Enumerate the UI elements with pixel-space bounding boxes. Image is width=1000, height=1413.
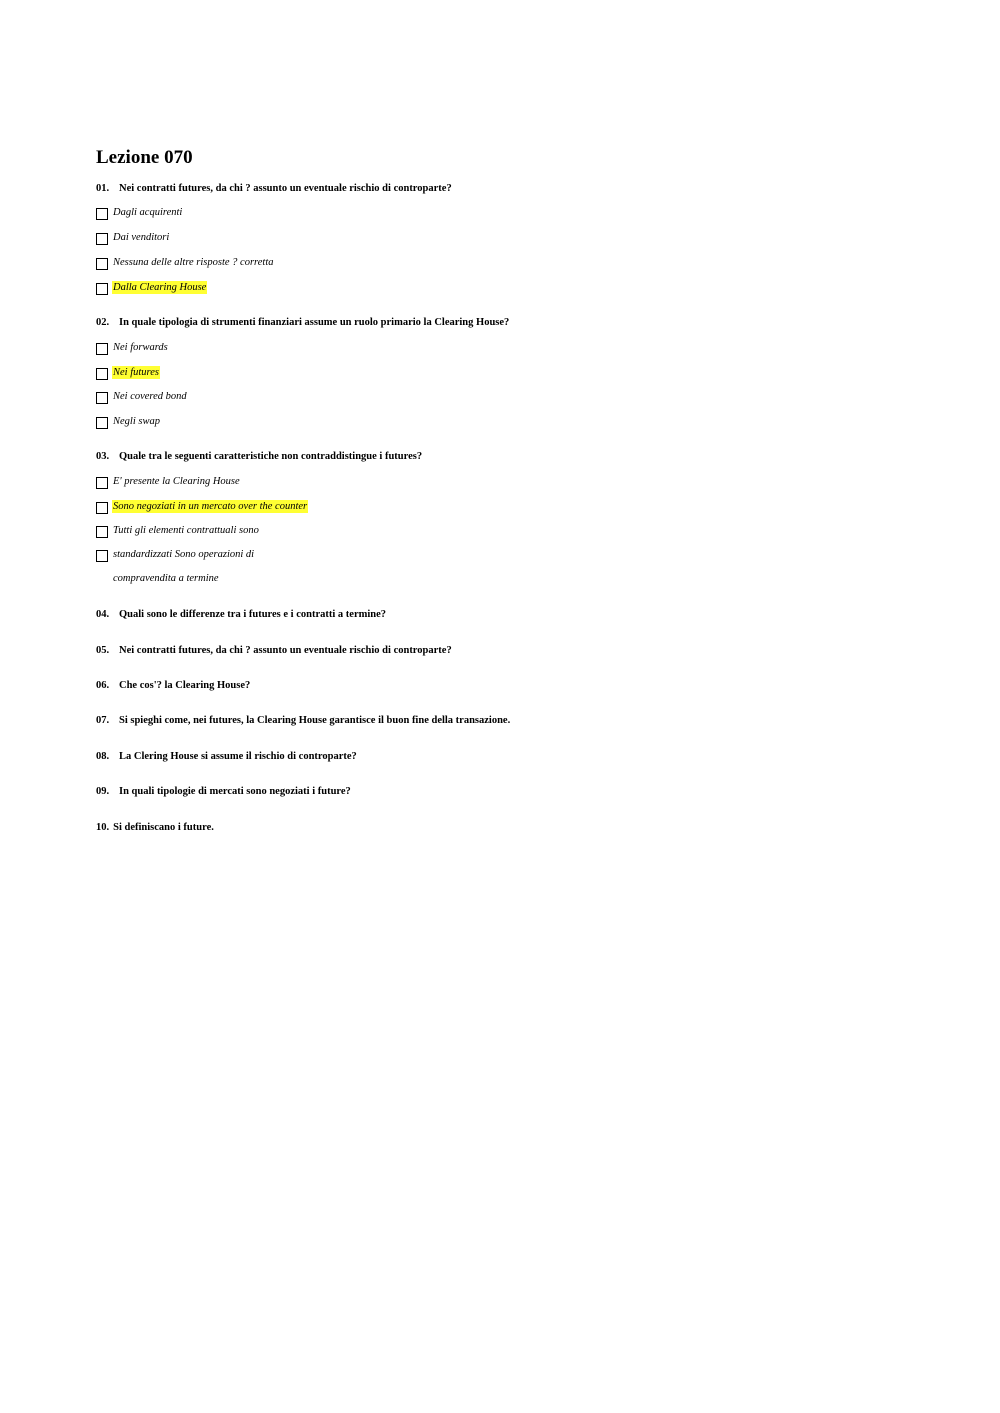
option-q01-a[interactable] [96, 204, 183, 220]
question-number: 07. [96, 715, 110, 726]
question-number: 04. [96, 609, 110, 620]
option-q03-continuation: compravendita a termine [113, 573, 219, 584]
option-q01-c[interactable] [96, 254, 275, 270]
option-q01-b[interactable] [96, 229, 170, 245]
option-q03-a[interactable] [96, 473, 241, 489]
question-text: Quali sono le differenze tra i futures e i contratti a termine? [119, 609, 387, 620]
option-text: Nei forwards [113, 341, 168, 353]
question-text: Si spieghi come, nei futures, la Clearing House garantisce il buon fine della transazione. [119, 715, 511, 726]
option-text-highlighted: Nei futures [113, 366, 159, 378]
option-q02-a[interactable] [96, 339, 169, 355]
option-text-highlighted: Dalla Clearing House [113, 281, 207, 293]
checkbox[interactable] [96, 368, 108, 380]
checkbox[interactable] [96, 233, 108, 245]
question-text: Quale tra le seguenti caratteristiche non contraddistingue i futures? [119, 451, 423, 462]
checkbox[interactable] [96, 258, 108, 270]
question-02 [96, 316, 509, 330]
checkbox[interactable] [96, 502, 108, 514]
option-q03-b[interactable] [96, 498, 308, 514]
option-q03-c[interactable] [96, 522, 260, 538]
question-text: La Clering House si assume il rischio di controparte? [119, 751, 357, 762]
option-q02-b[interactable] [96, 364, 160, 380]
question-04 [96, 608, 386, 622]
checkbox[interactable] [96, 526, 108, 538]
option-text: Tutti gli elementi contrattuali sono [113, 524, 259, 536]
checkbox[interactable] [96, 477, 108, 489]
question-text: Che cos'? la Clearing House? [119, 680, 251, 691]
option-text-highlighted: Sono negoziati in un mercato over the counter [113, 500, 308, 512]
option-q02-c[interactable] [96, 388, 188, 404]
question-number: 02. [96, 317, 110, 328]
option-text: Nei covered bond [113, 390, 187, 402]
question-number: 01. [96, 183, 110, 194]
checkbox[interactable] [96, 208, 108, 220]
question-text: In quale tipologia di strumenti finanziari assume un ruolo primario la Clearing House? [119, 317, 510, 328]
option-q03-d[interactable] [96, 546, 255, 562]
question-number: 05. [96, 645, 110, 656]
question-number: 09. [96, 786, 110, 797]
checkbox[interactable] [96, 283, 108, 295]
question-07 [96, 714, 510, 728]
question-number: 06. [96, 680, 110, 691]
option-text: E' presente la Clearing House [113, 475, 240, 487]
option-text: standardizzati Sono operazioni di [113, 548, 255, 560]
question-09 [96, 785, 351, 799]
question-05 [96, 644, 452, 658]
question-number: 08. [96, 751, 110, 762]
question-08 [96, 750, 357, 764]
option-text: Dagli acquirenti [113, 206, 183, 218]
question-text: Si definiscano i future. [113, 822, 214, 833]
option-text: Dai venditori [113, 231, 170, 243]
checkbox[interactable] [96, 417, 108, 429]
question-number: 03. [96, 451, 110, 462]
question-03 [96, 450, 422, 464]
question-text: In quali tipologie di mercati sono negoziati i future? [119, 786, 351, 797]
option-q02-d[interactable] [96, 413, 161, 429]
question-10 [96, 821, 214, 835]
option-text: Nessuna delle altre risposte ? corretta [113, 256, 274, 268]
question-text: Nei contratti futures, da chi ? assunto un eventuale rischio di controparte? [119, 183, 452, 194]
option-text: Negli swap [113, 415, 160, 427]
question-text: Nei contratti futures, da chi ? assunto un eventuale rischio di controparte? [119, 645, 452, 656]
page-title: Lezione 070 [96, 147, 193, 168]
question-01 [96, 182, 452, 196]
question-number: 10. [96, 822, 110, 833]
question-06 [96, 679, 250, 693]
checkbox[interactable] [96, 550, 108, 562]
checkbox[interactable] [96, 392, 108, 404]
checkbox[interactable] [96, 343, 108, 355]
option-q01-d[interactable] [96, 279, 207, 295]
